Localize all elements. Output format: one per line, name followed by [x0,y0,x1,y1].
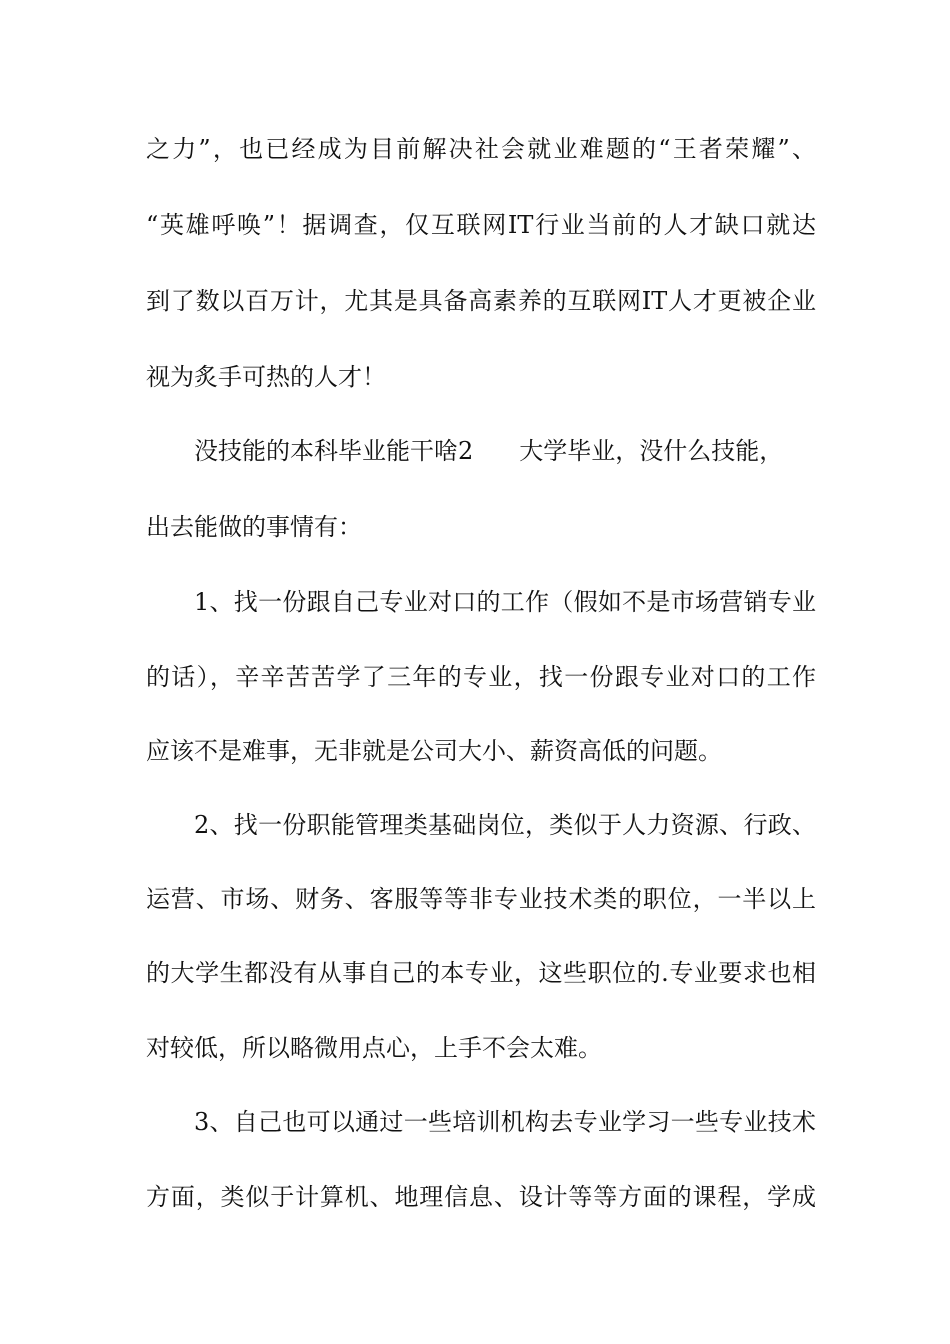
item-2-line-2: 运营、市场、财务、客服等等非专业技术类的职位，一半以上 [146,885,816,913]
section-intro: 大学毕业，没什么技能， [519,437,784,465]
item-3-line-1: 3、自己也可以通过一些培训机构去专业学习一些专业技术 [194,1108,816,1136]
item-1-line-2: 的话），辛辛苦苦学了三年的专业，找一份跟专业对口的工作 [146,663,816,691]
text-line-1: 之力”，也已经成为目前解决社会就业难题的“王者荣耀”、 [146,135,816,163]
item-1-line-1: 1、找一份跟自己专业对口的工作（假如不是市场营销专业 [194,588,816,616]
text-line-3: 到了数以百万计，尤其是具备高素养的互联网IT人才更被企业 [146,287,816,315]
text-line-6: 出去能做的事情有： [146,513,362,541]
item-1-line-3: 应该不是难事，无非就是公司大小、薪资高低的问题。 [146,737,722,765]
item-2-line-1: 2、找一份职能管理类基础岗位，类似于人力资源、行政、 [194,811,816,839]
item-2-line-3: 的大学生都没有从事自己的本专业，这些职位的.专业要求也相 [146,959,816,987]
text-line-4: 视为炙手可热的人才！ [146,363,386,391]
section-heading: 没技能的本科毕业能干啥2 [194,437,474,465]
item-3-line-2: 方面，类似于计算机、地理信息、设计等等方面的课程，学成 [146,1183,816,1211]
text-line-2: “英雄呼唤”！据调查，仅互联网IT行业当前的人才缺口就达 [146,211,816,239]
section-heading-line [194,436,816,466]
item-2-line-4: 对较低，所以略微用点心，上手不会太难。 [146,1034,602,1062]
